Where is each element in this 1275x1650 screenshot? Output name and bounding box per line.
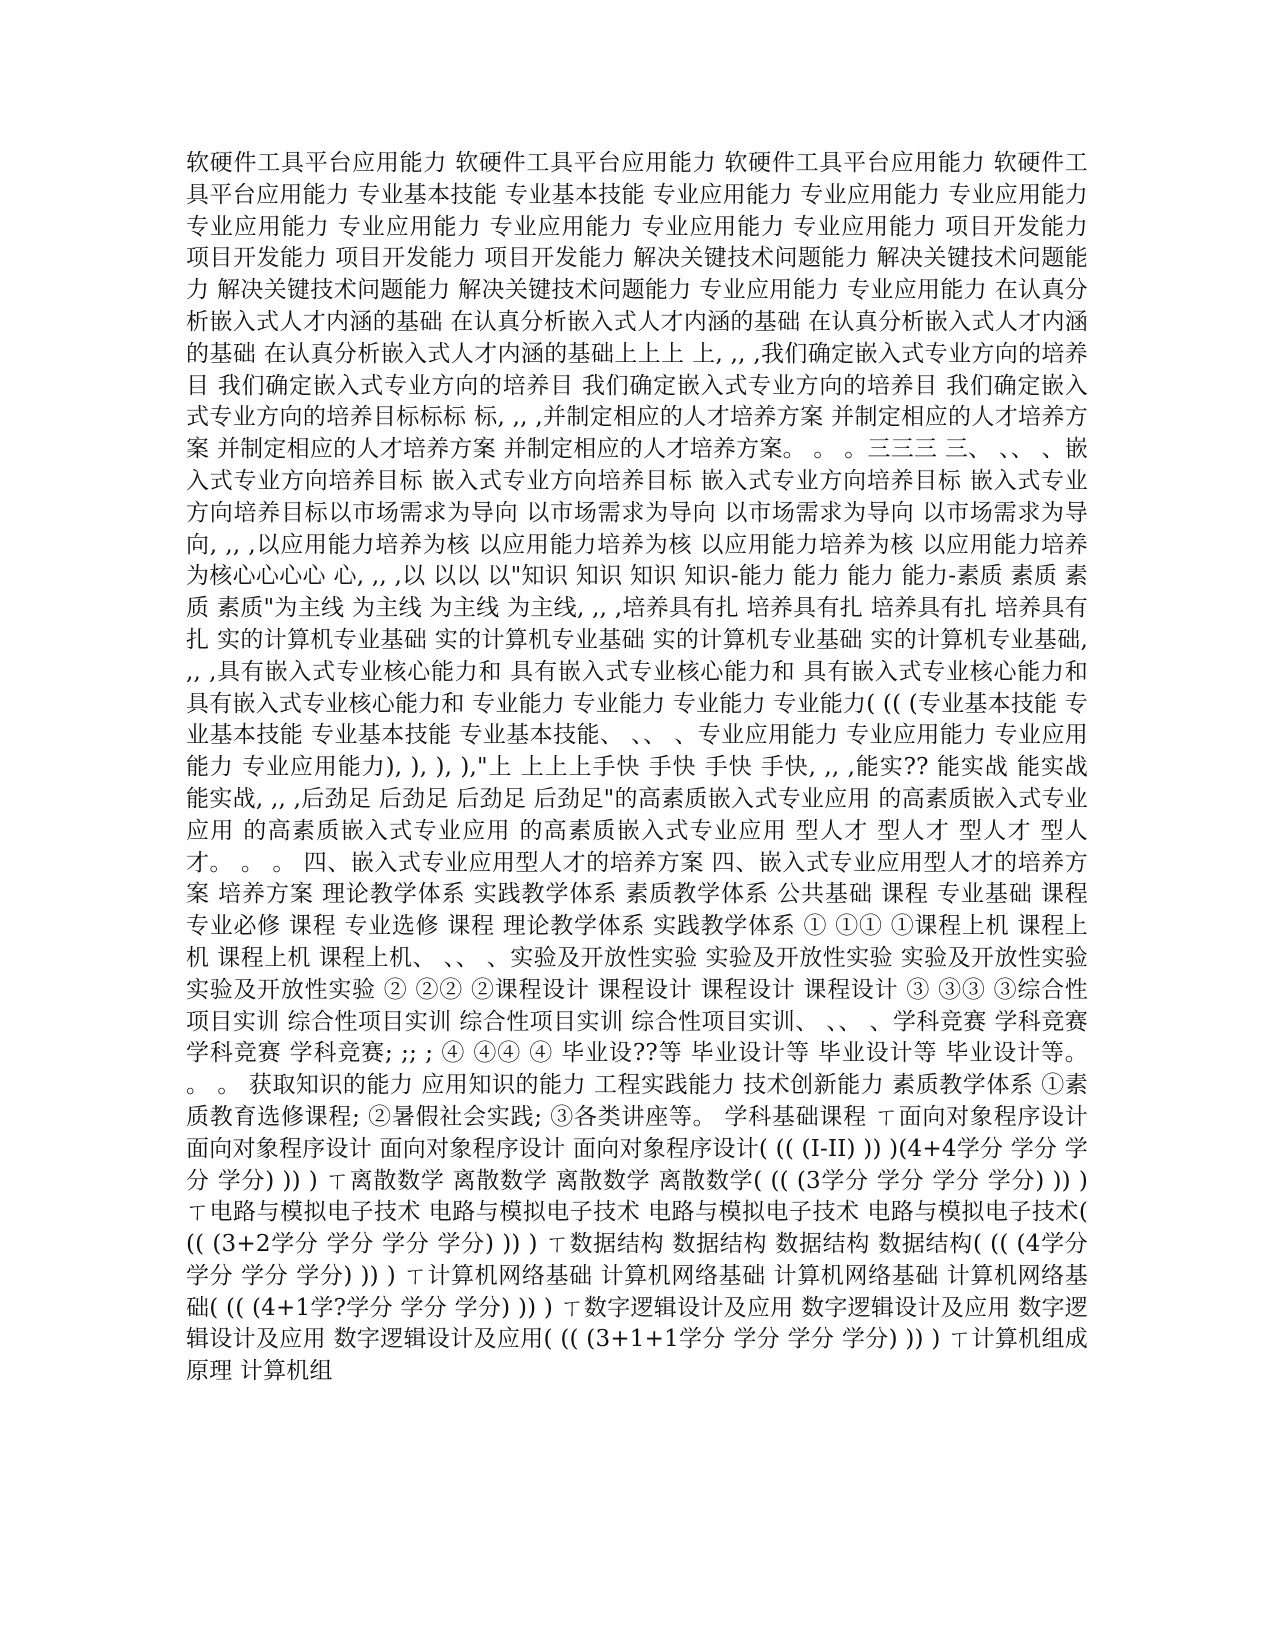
body-paragraph: 软硬件工具平台应用能力 软硬件工具平台应用能力 软硬件工具平台应用能力 软硬件工具平台应用能力 专业基本技能 专业基本技能 专业应用能力 专业应用能力 专业应用能力 专业应用能力 专业应用能力 专业应用能力 专业应用能力 专业应用能力 项目开发能力 项目开发能力 项目开发能力 项目开发能力 解决关键技术问题能力 解决关键技术问题能力 解决关键技术问题能力 解决关键技术问题能力 专业应用能力 专业应用能力 在认真分析嵌入式人才内涵的基础 在认真分析嵌入式人才内涵的基础 在认真分析嵌入式人才内涵的基础 在认真分析嵌入式人才内涵的基础上上上 上, ,, ,我们确定嵌入式专业方向的培养目 我们确定嵌入式专业方向的培养目 我们确定嵌入式专业方向的培养目 我们确定嵌入式专业方向的培养目标标标 标, ,, ,并制定相应的人才培养方案 并制定相应的人才培养方案 并制定相应的人才培养方案 并制定相应的人才培养方案。 。 。三三三 三、 、、 、嵌入式专业方向培养目标 嵌入式专业方向培养目标 嵌入式专业方向培养目标 嵌入式专业方向培养目标以市场需求为导向 以市场需求为导向 以市场需求为导向 以市场需求为导向, ,, ,以应用能力培养为核 以应用能力培养为核 以应用能力培养为核 以应用能力培养为核心心心心 心, ,, ,以 以以 以"知识 知识 知识 知识-能力 能力 能力 能力-素质 素质 素质 素质"为主线 为主线 为主线 为主线, ,, ,培养具有扎 培养具有扎 培养具有扎 培养具有扎 实的计算机专业基础 实的计算机专业基础 实的计算机专业基础 实的计算机专业基础, ,, ,具有嵌入式专业核心能力和 具有嵌入式专业核心能力和 具有嵌入式专业核心能力和 具有嵌入式专业核心能力和 专业能力 专业能力 专业能力 专业能力( (( (专业基本技能 专业基本技能 专业基本技能 专业基本技能、 、、 、专业应用能力 专业应用能力 专业应用能力 专业应用能力), ), ), ),"上 上上上手快 手快 手快 手快, ,, ,能实?? 能实战 能实战 能实战, ,, ,后劲足 后劲足 后劲足 后劲足"的高素质嵌入式专业应用 的高素质嵌入式专业应用 的高素质嵌入式专业应用 的高素质嵌入式专业应用 型人才 型人才 型人才 型人才。 。 。 四、嵌入式专业应用型人才的培养方案 四、嵌入式专业应用型人才的培养方案 培养方案 理论教学体系 实践教学体系 素质教学体系 公共基础 课程 专业基础 课程 专业必修 课程 专业选修 课程 理论教学体系 实践教学体系 ① ①① ①课程上机 课程上机 课程上机 课程上机、 、、 、实验及开放性实验 实验及开放性实验 实验及开放性实验 实验及开放性实验 ② ②② ②课程设计 课程设计 课程设计 课程设计 ③ ③③ ③综合性项目实训 综合性项目实训 综合性项目实训 综合性项目实训、 、、 、学科竞赛 学科竞赛 学科竞赛 学科竞赛; ;; ; ④ ④④ ④ 毕业设??等 毕业设计等 毕业设计等 毕业设计等。 。 。 获取知识的能力 应用知识的能力 工程实践能力 技术创新能力 素质教学体系 ①素质教育选修课程; ②暑假社会实践; ③各类讲座等。 学科基础课程 ㄒ面向对象程序设计 面向对象程序设计 面向对象程序设计 面向对象程序设计( (( (I-II) )) )(4+4学分 学分 学分 学分) )) ) ㄒ离散数学 离散数学 离散数学 离散数学( (( (3学分 学分 学分 学分) )) ) ㄒ电路与模拟电子技术 电路与模拟电子技术 电路与模拟电子技术 电路与模拟电子技术( (( (3+2学分 学分 学分 学分) )) ) ㄒ数据结构 数据结构 数据结构 数据结构( (( (4学分 学分 学分 学分) )) ) ㄒ计算机网络基础 计算机网络基础 计算机网络基础 计算机网络基础( (( (4+1学?学分 学分 学分) )) ) ㄒ数字逻辑设计及应用 数字逻辑设计及应用 数字逻辑设计及应用 数字逻辑设计及应用( (( (3+1+1学分 学分 学分 学分) )) ) ㄒ计算机组成原理 计算机组 — [186, 150, 1088, 1385]
document-page — [186, 148, 1088, 1478]
